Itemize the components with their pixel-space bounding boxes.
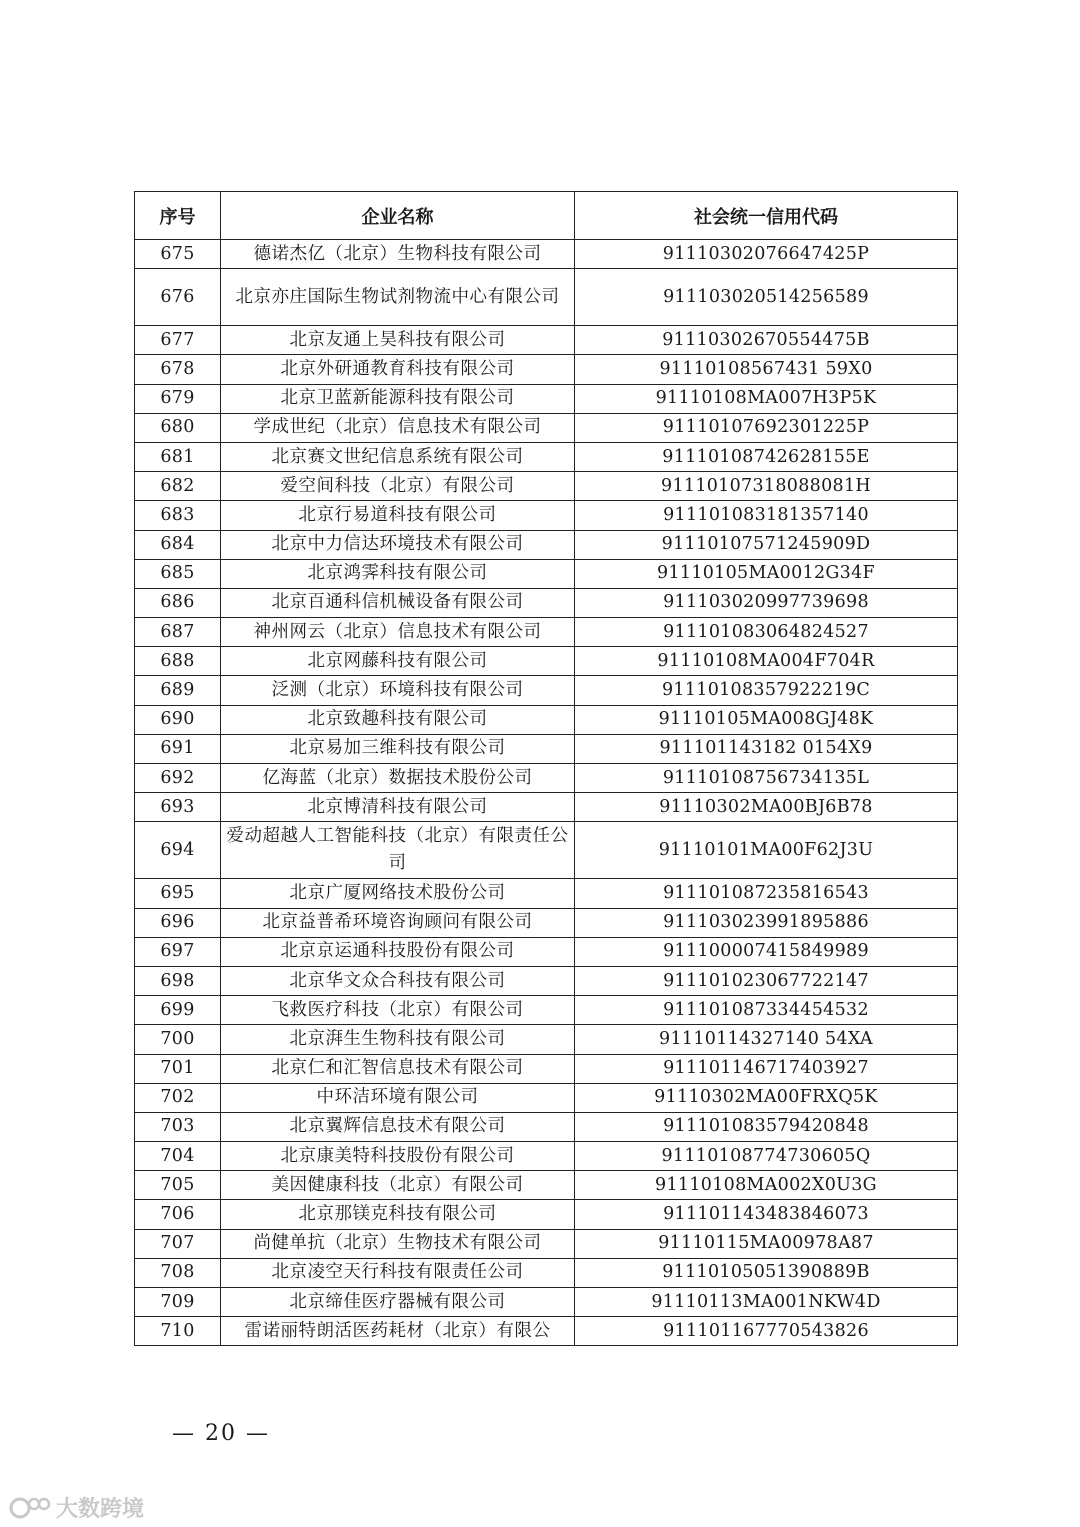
row-index: 685 (135, 559, 221, 588)
row-credit-code: 91110105MA0012G34F (575, 559, 958, 588)
row-index: 700 (135, 1025, 221, 1054)
row-company-name: 北京广厦网络技术股份公司 (221, 879, 575, 908)
row-credit-code: 91110114327140 54XA (575, 1025, 958, 1054)
row-credit-code: 911103023991895886 (575, 908, 958, 937)
row-index: 703 (135, 1112, 221, 1141)
row-index: 687 (135, 618, 221, 647)
row-credit-code: 91110302MA00FRXQ5K (575, 1083, 958, 1112)
row-index: 709 (135, 1288, 221, 1317)
watermark-text: 大数跨境 (56, 1497, 145, 1522)
header-company-name: 企业名称 (221, 192, 575, 240)
table-row (135, 501, 958, 530)
row-index: 690 (135, 705, 221, 734)
row-index: 689 (135, 676, 221, 705)
row-credit-code: 911101083181357140 (575, 501, 958, 530)
row-credit-code: 91110108357922219C (575, 676, 958, 705)
row-index: 701 (135, 1054, 221, 1083)
row-credit-code: 911101167770543826 (575, 1317, 958, 1346)
table-row (135, 384, 958, 413)
table-row (135, 1025, 958, 1054)
table-row (135, 355, 958, 384)
row-credit-code: 91110108774730605Q (575, 1142, 958, 1171)
row-index: 705 (135, 1171, 221, 1200)
table-row (135, 793, 958, 822)
table-row (135, 618, 958, 647)
row-credit-code: 91110101MA00F62J3U (575, 822, 958, 879)
table-row (135, 1083, 958, 1112)
row-company-name: 北京益普希环境咨询顾问有限公司 (221, 908, 575, 937)
row-credit-code: 91110107571245909D (575, 530, 958, 559)
row-index: 681 (135, 442, 221, 471)
company-table-container (134, 191, 957, 1346)
row-credit-code: 911101087334454532 (575, 996, 958, 1025)
table-row (135, 1142, 958, 1171)
row-index: 676 (135, 269, 221, 326)
row-credit-code: 911101143182 0154X9 (575, 734, 958, 763)
company-table (134, 191, 958, 1346)
row-company-name: 学成世纪（北京）信息技术有限公司 (221, 413, 575, 442)
row-credit-code: 91110108742628155E (575, 442, 958, 471)
table-body (135, 240, 958, 1346)
row-credit-code: 91110113MA001NKW4D (575, 1288, 958, 1317)
table-row (135, 822, 958, 879)
row-index: 678 (135, 355, 221, 384)
table-row (135, 240, 958, 269)
table-row (135, 530, 958, 559)
table-row (135, 472, 958, 501)
table-row (135, 937, 958, 966)
row-company-name: 北京康美特科技股份有限公司 (221, 1142, 575, 1171)
row-credit-code: 91110302MA00BJ6B78 (575, 793, 958, 822)
row-credit-code: 911101146717403927 (575, 1054, 958, 1083)
table-row (135, 676, 958, 705)
table-row (135, 1258, 958, 1287)
row-credit-code: 91110108756734135L (575, 764, 958, 793)
row-index: 692 (135, 764, 221, 793)
row-index: 696 (135, 908, 221, 937)
row-company-name: 美因健康科技（北京）有限公司 (221, 1171, 575, 1200)
row-company-name: 北京行易道科技有限公司 (221, 501, 575, 530)
table-row (135, 734, 958, 763)
row-credit-code: 91110107692301225P (575, 413, 958, 442)
watermark (8, 1492, 144, 1523)
table-row (135, 413, 958, 442)
row-index: 708 (135, 1258, 221, 1287)
row-company-name: 德诺杰亿（北京）生物科技有限公司 (221, 240, 575, 269)
row-company-name: 爱动超越人工智能科技（北京）有限责任公司 (221, 822, 575, 879)
row-credit-code: 911101087235816543 (575, 879, 958, 908)
row-index: 710 (135, 1317, 221, 1346)
row-index: 695 (135, 879, 221, 908)
row-company-name: 北京中力信达环境技术有限公司 (221, 530, 575, 559)
table-row (135, 966, 958, 995)
table-row (135, 442, 958, 471)
row-credit-code: 911100007415849989 (575, 937, 958, 966)
row-credit-code: 91110108MA002X0U3G (575, 1171, 958, 1200)
row-credit-code: 91110108MA004F704R (575, 647, 958, 676)
row-company-name: 北京外研通教育科技有限公司 (221, 355, 575, 384)
row-company-name: 北京缔佳医疗器械有限公司 (221, 1288, 575, 1317)
row-index: 682 (135, 472, 221, 501)
row-index: 684 (135, 530, 221, 559)
row-company-name: 亿海蓝（北京）数据技术股份公司 (221, 764, 575, 793)
row-index: 706 (135, 1200, 221, 1229)
row-company-name: 北京湃生生物科技有限公司 (221, 1025, 575, 1054)
row-company-name: 北京百通科信机械设备有限公司 (221, 588, 575, 617)
table-row (135, 588, 958, 617)
watermark-logo-icon (8, 1494, 52, 1522)
row-credit-code: 91110115MA00978A87 (575, 1229, 958, 1258)
row-company-name: 北京凌空天行科技有限责任公司 (221, 1258, 575, 1287)
table-row (135, 908, 958, 937)
table-row (135, 1317, 958, 1346)
row-credit-code: 911101143483846073 (575, 1200, 958, 1229)
table-row (135, 326, 958, 355)
row-company-name: 北京易加三维科技有限公司 (221, 734, 575, 763)
row-company-name: 北京博清科技有限公司 (221, 793, 575, 822)
header-credit-code: 社会统一信用代码 (575, 192, 958, 240)
table-row (135, 764, 958, 793)
row-credit-code: 91110105MA008GJ48K (575, 705, 958, 734)
table-row (135, 1288, 958, 1317)
row-index: 699 (135, 996, 221, 1025)
row-company-name: 北京京运通科技股份有限公司 (221, 937, 575, 966)
table-row (135, 269, 958, 326)
row-index: 686 (135, 588, 221, 617)
row-company-name: 北京网藤科技有限公司 (221, 647, 575, 676)
row-index: 702 (135, 1083, 221, 1112)
row-index: 675 (135, 240, 221, 269)
row-credit-code: 911101023067722147 (575, 966, 958, 995)
table-row (135, 1229, 958, 1258)
row-company-name: 北京鸿霁科技有限公司 (221, 559, 575, 588)
row-company-name: 北京翼辉信息技术有限公司 (221, 1112, 575, 1141)
row-index: 697 (135, 937, 221, 966)
table-row (135, 705, 958, 734)
row-company-name: 北京仁和汇智信息技术有限公司 (221, 1054, 575, 1083)
table-row (135, 1171, 958, 1200)
row-index: 694 (135, 822, 221, 879)
row-credit-code: 911103020514256589 (575, 269, 958, 326)
row-company-name: 北京友通上昊科技有限公司 (221, 326, 575, 355)
row-company-name: 北京赛文世纪信息系统有限公司 (221, 442, 575, 471)
table-row (135, 647, 958, 676)
row-credit-code: 91110302670554475B (575, 326, 958, 355)
row-credit-code: 91110108567431 59X0 (575, 355, 958, 384)
row-credit-code: 91110105051390889B (575, 1258, 958, 1287)
row-company-name: 北京卫蓝新能源科技有限公司 (221, 384, 575, 413)
row-company-name: 北京亦庄国际生物试剂物流中心有限公司 (221, 269, 575, 326)
row-credit-code: 91110302076647425P (575, 240, 958, 269)
table-row (135, 996, 958, 1025)
row-credit-code: 91110108MA007H3P5K (575, 384, 958, 413)
row-credit-code: 911101083579420848 (575, 1112, 958, 1141)
row-index: 679 (135, 384, 221, 413)
row-credit-code: 911103020997739698 (575, 588, 958, 617)
table-row (135, 879, 958, 908)
row-index: 693 (135, 793, 221, 822)
row-company-name: 尚健单抗（北京）生物技术有限公司 (221, 1229, 575, 1258)
row-index: 680 (135, 413, 221, 442)
row-company-name: 雷诺丽特朗活医药耗材（北京）有限公 (221, 1317, 575, 1346)
table-row (135, 1112, 958, 1141)
row-index: 704 (135, 1142, 221, 1171)
table-header-row (135, 192, 958, 240)
row-company-name: 泛测（北京）环境科技有限公司 (221, 676, 575, 705)
row-company-name: 中环洁环境有限公司 (221, 1083, 575, 1112)
row-index: 683 (135, 501, 221, 530)
row-credit-code: 911101083064824527 (575, 618, 958, 647)
table-row (135, 1054, 958, 1083)
row-company-name: 北京致趣科技有限公司 (221, 705, 575, 734)
table-row (135, 559, 958, 588)
page-number: — 20 — (172, 1421, 270, 1446)
row-index: 707 (135, 1229, 221, 1258)
row-index: 698 (135, 966, 221, 995)
row-company-name: 神州网云（北京）信息技术有限公司 (221, 618, 575, 647)
row-company-name: 北京华文众合科技有限公司 (221, 966, 575, 995)
row-company-name: 北京那镁克科技有限公司 (221, 1200, 575, 1229)
row-index: 691 (135, 734, 221, 763)
table-row (135, 1200, 958, 1229)
row-credit-code: 91110107318088081H (575, 472, 958, 501)
row-company-name: 飞救医疗科技（北京）有限公司 (221, 996, 575, 1025)
header-index: 序号 (135, 192, 221, 240)
row-index: 688 (135, 647, 221, 676)
row-index: 677 (135, 326, 221, 355)
row-company-name: 爱空间科技（北京）有限公司 (221, 472, 575, 501)
